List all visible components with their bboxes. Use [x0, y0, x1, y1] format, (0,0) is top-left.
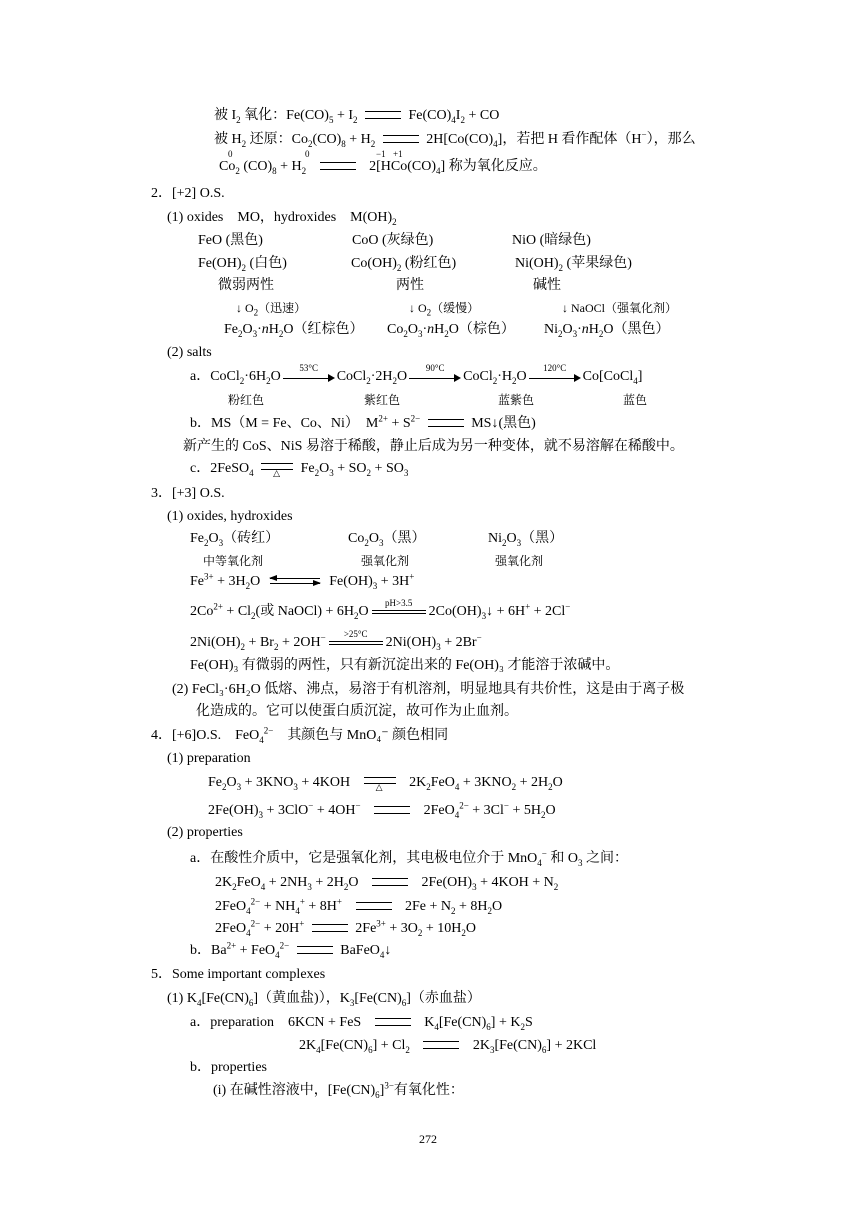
subsection: (1) oxides, hydroxides	[167, 509, 293, 524]
compound: CoO (灰绿色)	[352, 233, 434, 248]
text-line: 被 $I_2$ 氧化：$Fe(CO)_5 + I_2$ $Fe(CO)_4I_2$ + CO	[214, 108, 500, 125]
compound: $Ni_2O_3\cdot nH_2O$（黑色）	[544, 322, 670, 339]
property: 两性	[396, 278, 424, 293]
compound: NiO (暗绿色)	[512, 233, 591, 248]
equation: $2Fe(OH)_3 + 3ClO^- + 4OH^-$ $2FeO_4^{2-} + 3Cl^- + 5H_2O$	[208, 800, 556, 820]
equation: c．2FeSO$_4$ △ $Fe_2O_3 + SO_2 + SO_3$	[190, 461, 409, 479]
property: 强氧化剂	[495, 554, 544, 568]
section-heading: 4．[+6]O.S. FeO$_4^{2-}$ 其颜色与 MnO₄⁻ 颜色相同	[151, 725, 449, 745]
compound: $Fe_2O_3\cdot nH_2O$（红棕色）	[224, 322, 364, 339]
property: 微弱两性	[218, 278, 274, 293]
note: Fe(OH)₃ 有微弱的两性，只有新沉淀出来的 Fe(OH)₃ 才能溶于浓碱中。	[190, 658, 620, 673]
property: 中等氧化剂	[203, 554, 264, 568]
oxidation-arrow: ↓ $O_2$（缓慢）	[409, 301, 480, 318]
subsection: b．properties	[190, 1060, 267, 1075]
equation: a．$CoCl_2\cdot 6H_2O$ 53°C $CoCl_2\cdot 2H_2O$ 90°C $CoCl_2\cdot H_2O$ 120°C Co[CoCl$_4$]	[190, 363, 643, 387]
compound: $Fe_2O_3$（砖红）	[190, 531, 280, 548]
equation: 2FeO$_4^{2-}$ + 20H+ $2Fe^{3+} + 3O_2 + 10H_2O$	[215, 918, 477, 938]
equation: $2Co^{2+} + Cl_2$(或 NaOCl) + $6H_2O$ pH>3.5 $2Co(OH)_3↓ + 6H^+ + 2Cl^-$	[190, 598, 571, 622]
section-heading: 2．[+2] O.S.	[151, 186, 225, 201]
oxidation-arrow: ↓ NaOCl（强氧化剂）	[562, 301, 677, 315]
equation: $2Ni(OH)_2 + Br_2 + 2OH^-$ >25°C $2Ni(OH)_3 + 2Br^-$	[190, 629, 482, 653]
property: 碱性	[533, 278, 561, 293]
paragraph: (i) 在碱性溶液中，$[Fe(CN)_6]^{3-}$有氧化性：	[213, 1080, 464, 1100]
subsection: (1) preparation	[167, 751, 251, 766]
text-line: 被 $H_2$ 还原：$Co_2(CO)_8 + H_2$ $2H[Co(CO)_4]$，若把 H 看作配体（H−），那么	[214, 129, 696, 149]
subsection: (2) salts	[167, 345, 212, 360]
compound: $Ni_2O_3$（黑）	[488, 531, 564, 548]
os-label: −1	[376, 149, 386, 159]
compound: $Co(OH)_2$ (粉红色)	[351, 256, 457, 273]
compound: $Co_2O_3$（黑）	[348, 531, 426, 548]
color-label: 蓝色	[623, 393, 648, 407]
equation: a．preparation 6KCN + FeS $K_4[Fe(CN)_6] + K_2S$	[190, 1015, 533, 1032]
os-label: 0	[305, 149, 310, 159]
subsection: (1) $K_4[Fe(CN)_6]$（黄血盐)），$K_3[Fe(CN)_6]$（赤血盐）	[167, 991, 481, 1008]
color-label: 粉红色	[228, 393, 265, 407]
section-heading: 3．[+3] O.S.	[151, 486, 225, 501]
equation: $2K_2FeO_4 + 2NH_3 + 2H_2O$ $2Fe(OH)_3 + 4KOH + N_2$	[215, 875, 559, 892]
os-label: +1	[393, 149, 403, 159]
compound: $Co_2O_3\cdot nH_2O$（棕色）	[387, 322, 515, 339]
paragraph: a．在酸性介质中，它是强氧化剂，其电极电位介于 MnO$_4$− 和 $O_3$ 之间：	[190, 848, 628, 868]
color-label: 蓝紫色	[498, 393, 535, 407]
os-label: 0	[228, 149, 233, 159]
note: 新产生的 CoS、NiS 易溶于稀酸，静止后成为另一种变体，就不易溶解在稀酸中。	[183, 439, 684, 454]
compound: $Fe(OH)_2$ (白色)	[198, 256, 287, 273]
compound: $Ni(OH)_2$ (苹果绿色)	[515, 256, 632, 273]
equation: $Co_2$ $(CO)_8 + H_2$ $2[HCo(CO)_4]$ 称为氧化反应。	[219, 159, 547, 176]
subsection: (2) properties	[167, 825, 243, 840]
compound: FeO (黑色)	[198, 233, 263, 248]
equation: $2FeO_4^{2-} + NH_4^+ + 8H^+$ $2Fe + N_2 + 8H_2O$	[215, 896, 503, 916]
paragraph: 化造成的。它可以使蛋白质沉淀，故可作为止血剂。	[196, 704, 518, 719]
paragraph: (2) FeCl₃·6H₂O 低熔、沸点，易溶于有机溶剂，明显地具有共价性，这是由于离子极	[172, 682, 685, 697]
oxidation-arrow: ↓ $O_2$（迅速）	[236, 301, 307, 318]
color-label: 紫红色	[364, 393, 401, 407]
equation: b．MS（M = Fe、Co、Ni） $M^{2+} + S^{2-}$ MS↓(黑色)	[190, 413, 536, 431]
equation: $2K_4[Fe(CN)_6] + Cl_2$ $2K_3[Fe(CN)_6] + 2KCl$	[299, 1038, 597, 1055]
equation: $Fe^{3+} + 3H_2O$ $Fe(OH)_3 + 3H^+$	[190, 571, 415, 591]
section-heading: 5．Some important complexes	[151, 967, 326, 982]
page-number: 272	[419, 1132, 437, 1146]
subsection: (1) oxides MO，hydroxides $M(OH)_2$	[167, 210, 397, 227]
equation: b．$Ba^{2+} + FeO_4^{2-}$ BaFeO$_4$↓	[190, 940, 392, 960]
property: 强氧化剂	[361, 554, 410, 568]
equation: $Fe_2O_3 + 3KNO_3 + 4KOH$ △ $2K_2FeO_4 + 3KNO_2 + 2H_2O$	[208, 775, 563, 793]
